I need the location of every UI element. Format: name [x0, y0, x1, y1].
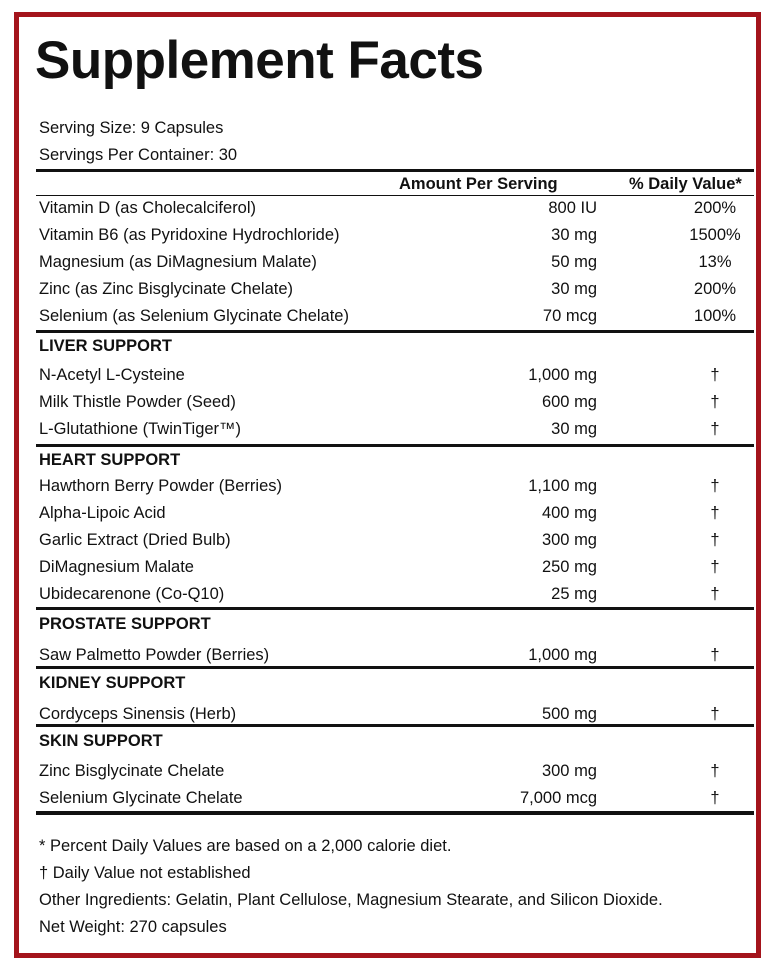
section-divider [36, 666, 754, 669]
daily-value: † [710, 531, 720, 549]
ingredient-row [39, 277, 753, 301]
amount-per-serving: 300 mg [541, 531, 597, 549]
ingredient-name: Saw Palmetto Powder (Berries) [39, 646, 270, 664]
divider [36, 811, 754, 815]
percent-daily-value-note: * Percent Daily Values are based on a 2,000 calorie diet. [39, 837, 452, 855]
section-title: SKIN SUPPORT [39, 732, 163, 750]
amount-per-serving: 500 mg [541, 705, 597, 723]
column-header-amount: Amount Per Serving [399, 175, 558, 193]
daily-value: † [710, 393, 720, 411]
ingredient-name: Cordyceps Sinensis (Herb) [39, 705, 237, 723]
ingredient-row [39, 196, 753, 220]
daily-value: 13% [698, 253, 732, 271]
section-title: HEART SUPPORT [39, 451, 181, 469]
ingredient-name: Ubidecarenone (Co-Q10) [39, 585, 225, 603]
amount-per-serving: 300 mg [541, 762, 597, 780]
amount-per-serving: 1,000 mg [528, 366, 597, 384]
ingredient-name: DiMagnesium Malate [39, 558, 194, 576]
amount-per-serving: 400 mg [541, 504, 597, 522]
amount-per-serving: 30 mg [551, 226, 597, 244]
ingredient-name: Hawthorn Berry Powder (Berries) [39, 477, 282, 495]
ingredient-name: Magnesium (as DiMagnesium Malate) [39, 253, 317, 271]
daily-value: † [710, 477, 720, 495]
ingredient-row [39, 390, 753, 414]
ingredient-name: Vitamin B6 (as Pyridoxine Hydrochloride) [39, 226, 340, 244]
amount-per-serving: 50 mg [551, 253, 597, 271]
ingredient-name: Alpha-Lipoic Acid [39, 504, 166, 522]
section-divider [36, 724, 754, 727]
amount-per-serving: 7,000 mcg [519, 789, 597, 807]
other-ingredients: Other Ingredients: Gelatin, Plant Cellulose, Magnesium Stearate, and Silicon Dioxide. [39, 891, 663, 909]
serving-size: Serving Size: 9 Capsules [39, 119, 224, 137]
ingredient-row [39, 501, 753, 525]
ingredient-row [39, 555, 753, 579]
daily-value: † [710, 366, 720, 384]
amount-per-serving: 30 mg [551, 420, 597, 438]
ingredient-row [39, 528, 753, 552]
ingredient-row [39, 759, 753, 783]
daily-value: 200% [693, 280, 737, 298]
daily-value: † [710, 789, 720, 807]
ingredient-row [39, 702, 753, 726]
daily-value-not-established-note: † Daily Value not established [39, 864, 251, 882]
daily-value: † [710, 585, 720, 603]
ingredient-name: L-Glutathione (TwinTiger™) [39, 420, 242, 438]
ingredient-row [39, 582, 753, 606]
panel-title: Supplement Facts [35, 31, 484, 90]
ingredient-row [39, 250, 753, 274]
section-divider [36, 330, 754, 333]
daily-value: † [710, 420, 720, 438]
servings-per-container: Servings Per Container: 30 [39, 146, 238, 164]
section-divider [36, 444, 754, 447]
ingredient-row [39, 643, 753, 667]
section-title: LIVER SUPPORT [39, 337, 172, 355]
ingredient-row [39, 417, 753, 441]
amount-per-serving: 1,000 mg [528, 646, 597, 664]
column-header-daily-value: % Daily Value* [629, 175, 742, 193]
daily-value: 100% [693, 307, 737, 325]
ingredient-row [39, 363, 753, 387]
net-weight: Net Weight: 270 capsules [39, 918, 227, 936]
daily-value: 1500% [689, 226, 741, 244]
amount-per-serving: 250 mg [541, 558, 597, 576]
section-title: PROSTATE SUPPORT [39, 615, 211, 633]
daily-value: † [710, 762, 720, 780]
amount-per-serving: 70 mcg [542, 307, 597, 325]
daily-value: † [710, 558, 720, 576]
daily-value: † [710, 705, 720, 723]
ingredient-name: Zinc (as Zinc Bisglycinate Chelate) [39, 280, 294, 298]
daily-value: † [710, 646, 720, 664]
amount-per-serving: 600 mg [541, 393, 597, 411]
ingredient-row [39, 223, 753, 247]
ingredient-name: Vitamin D (as Cholecalciferol) [39, 199, 257, 217]
daily-value: 200% [693, 199, 737, 217]
ingredient-name: Garlic Extract (Dried Bulb) [39, 531, 231, 549]
daily-value: † [710, 504, 720, 522]
amount-per-serving: 800 IU [548, 199, 597, 217]
ingredient-name: Selenium (as Selenium Glycinate Chelate) [39, 307, 349, 325]
ingredient-name: Zinc Bisglycinate Chelate [39, 762, 225, 780]
ingredient-name: N-Acetyl L-Cysteine [39, 366, 185, 384]
section-title: KIDNEY SUPPORT [39, 674, 186, 692]
amount-per-serving: 30 mg [551, 280, 597, 298]
supplement-facts-panel [14, 12, 761, 958]
amount-per-serving: 1,100 mg [528, 477, 597, 495]
section-divider [36, 607, 754, 610]
ingredient-row [39, 474, 753, 498]
divider [36, 169, 754, 172]
ingredient-name: Selenium Glycinate Chelate [39, 789, 243, 807]
ingredient-row [39, 786, 753, 810]
amount-per-serving: 25 mg [551, 585, 597, 603]
ingredient-row [39, 304, 753, 328]
ingredient-name: Milk Thistle Powder (Seed) [39, 393, 236, 411]
